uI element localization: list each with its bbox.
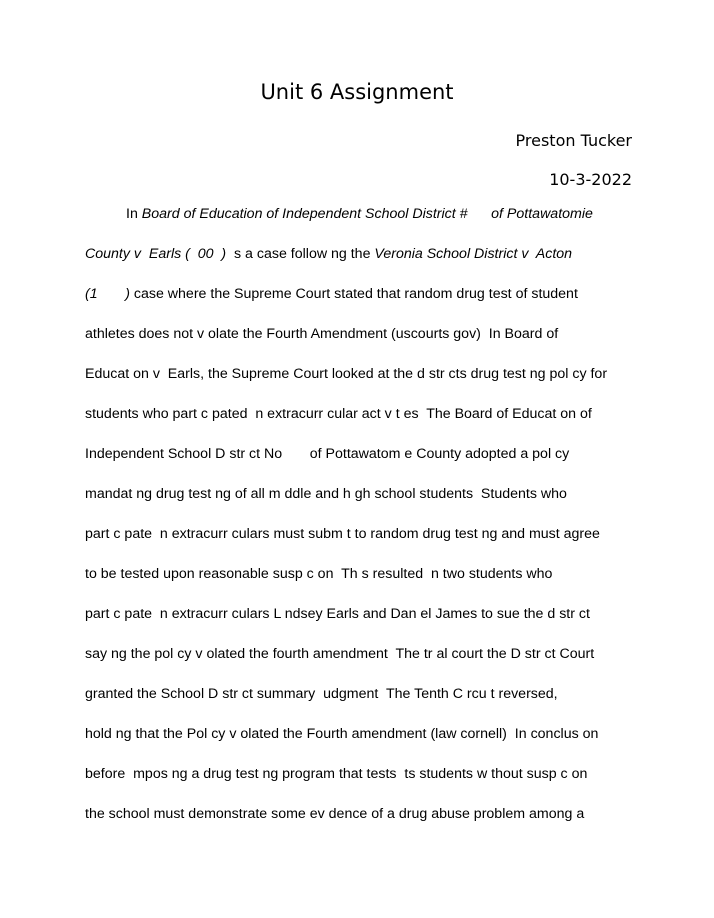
author-name: Preston Tucker xyxy=(515,131,632,150)
italic-text: Veronia School District v Acton xyxy=(374,246,573,262)
text-run: the school must demonstrate some ev dence of a drug abuse problem among a xyxy=(85,806,585,822)
text-run: case where the Supreme Court stated that random drug test of student xyxy=(129,286,578,302)
text-run: to be tested upon reasonable susp c on Th s resulted n two students who xyxy=(85,566,553,582)
body-line xyxy=(85,326,558,342)
document-date: 10-3-2022 xyxy=(549,170,632,189)
text-run: granted the School D str ct summary udgment The Tenth C rcu t reversed, xyxy=(85,686,558,702)
body-line xyxy=(85,286,578,302)
text-run: mandat ng drug test ng of all m ddle and h gh school students Students who xyxy=(85,486,567,502)
body-line xyxy=(85,726,598,742)
body-line xyxy=(85,606,590,622)
text-run: athletes does not v olate the Fourth Amendment (uscourts gov) In Board of xyxy=(85,326,559,342)
body-line xyxy=(85,486,567,502)
body-line xyxy=(126,206,593,222)
body-line xyxy=(85,806,584,822)
italic-text: Board of Education of Independent School District # of Pottawatomie xyxy=(141,206,593,222)
body-line xyxy=(85,406,592,422)
body-line xyxy=(85,446,569,462)
body-line xyxy=(85,566,552,582)
italic-text: County v Earls ( 00 ) xyxy=(85,246,227,262)
text-run: Educat on v Earls, the Supreme Court looked at the d str cts drug test ng pol cy for xyxy=(85,366,608,382)
body-line xyxy=(85,366,607,382)
body-line xyxy=(85,646,594,662)
body-line xyxy=(85,766,587,782)
text-run: hold ng that the Pol cy v olated the Fourth amendment (law cornell) In conclus on xyxy=(85,726,599,742)
text-run: before mpos ng a drug test ng program that tests ts students w thout susp c on xyxy=(85,766,588,782)
document-title: Unit 6 Assignment xyxy=(260,80,454,104)
text-run: s a case follow ng the xyxy=(226,246,375,262)
text-run: Independent School D str ct No of Pottawatom e County adopted a pol cy xyxy=(85,446,570,462)
body-line xyxy=(85,686,558,702)
italic-text: (1 ) xyxy=(85,286,130,302)
text-run: students who part c pated n extracurr cular act v t es The Board of Educat on of xyxy=(85,406,592,422)
text-run: part c pate n extracurr culars L ndsey Earls and Dan el James to sue the d str ct xyxy=(85,606,590,622)
text-run: part c pate n extracurr culars must subm t to random drug test ng and must agree xyxy=(85,526,600,542)
body-line xyxy=(85,246,572,262)
text-run: say ng the pol cy v olated the fourth amendment The tr al court the D str ct Court xyxy=(85,646,595,662)
body-line xyxy=(85,526,600,542)
text-run: In xyxy=(126,206,142,222)
